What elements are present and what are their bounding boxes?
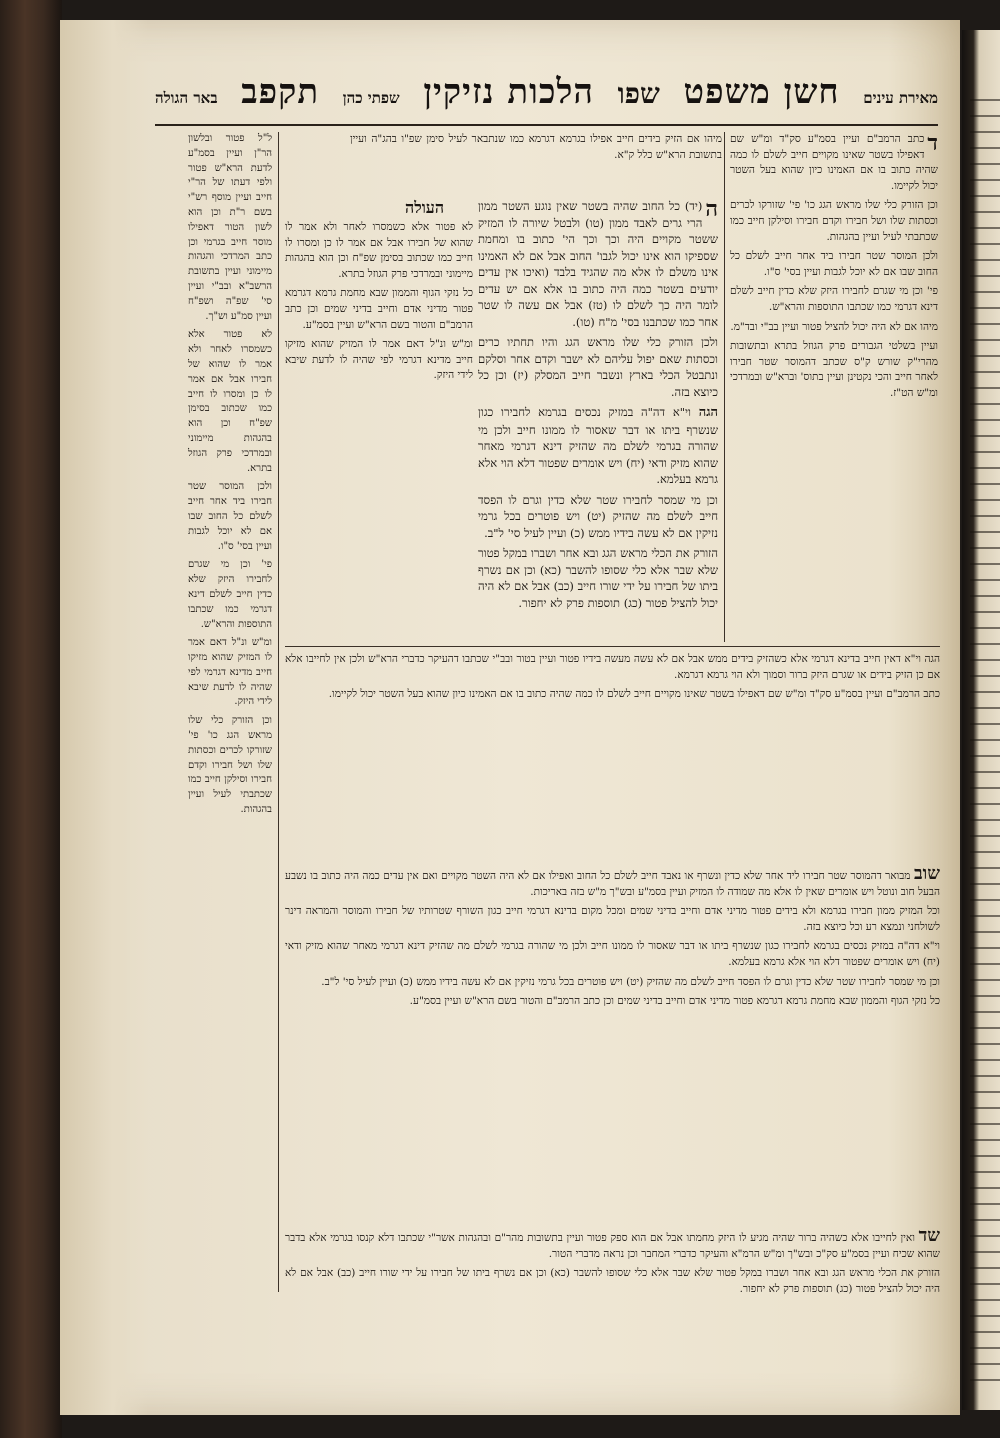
right-column-initial: ד xyxy=(927,132,938,156)
left-margin-text-3: ולכן המוסר שטר חבירו ביד אחר חייב לשלם כל החוב שבו אם לא יוכל לגבות ועיין בסי' ס"ו. xyxy=(188,481,272,552)
right-column-text-5: מיהו אם לא היה יכול להציל פטור ועיין בב"י ובד"מ. xyxy=(730,320,938,333)
main-paragraph-3: וי"א דה"ה במזיק נכסים בגרמא לחבירו כגון שנשרף ביתו או דבר שאסור לו ממונו חייב ולכן מי שהורה בגרמי לשלם מה שהזיק דינא דגרמי מאחר שהוא מזיק ודאי (יח) ויש אומרים שפטור דלא הוי אלא גרמא בעלמא. xyxy=(478,405,718,486)
bottom-text-block xyxy=(285,1228,940,1350)
shuv-label: שוב xyxy=(913,866,940,884)
right-column-text-6: ועיין בשלטי הגבורים פרק הגוזל בתרא ובתשובות מהרי"ק שורש ק"ס שכתב דהמוסר שטר חבירו לאחר חייב והכי נקטינן ועיין בתוס' וברא"ש ובמרדכי ומ"ש הט"ז. xyxy=(730,340,938,399)
lower-text-5: וכן מי שמסר לחבירו שטר שלא כדין וגרם לו הפסד חייב לשלם מה שהזיק (יט) ויש פוטרים בכל גרמי נזיקין אם לא עשה בידיו ממש (כ) ועיין לעיל סי' ל"ב. xyxy=(321,975,940,988)
book-title: חשן משפט xyxy=(683,72,840,112)
main-paragraph-2: ולכן הזורק כלי שלו מראש הגג והיו תחתיו כרים וכסתות שאם יפול עליהם לא ישבר וקדם אחר וסלקם ונתבטל הכלי בארץ ונשבר חייב המסלק (יז) וכן כל כיוצא בזה. xyxy=(478,335,718,399)
lower-text-1b: כתב הרמב"ם ועיין בסמ"ע סק"ד ומ"ש שם דאפילו בשטר שאינו מקויים חייב לשלם לו כמה שהיה כתוב בו אם האמינו כיון שהוא בעל השטר יכול לקיימו. xyxy=(328,688,940,701)
left-margin-text-4: פי' וכן מי שגרם לחבירו היזק שלא כדין חייב לשלם דינא דגרמי כמו שכתבו התוספות והרא"ש. xyxy=(188,559,272,630)
bottom-text-2: הזורק את הכלי מראש הגג ובא אחר ושברו במקל פטור שלא שבר אלא כלי שסופו להשבר (כא) וכן אם נשרף ביתו של חבירו על ידי שורו חייב (כב) אבל אם לא היה יכול להציל פטור (כג) תוספות פרק לא יחפור. xyxy=(285,1267,940,1295)
shach-text-1: לא פטור אלא כשמסרו לאחר ולא אמר לו שהוא של חבירו אבל אם אמר לו כן ומסרו לו חייב כמו שכתוב בסימן שפ"ח וכן הוא בהגהות מיימוני ובמרדכי פרק הגוזל בתרא. xyxy=(285,221,473,280)
left-margin-text: ל"ל פטור ובלשון הר"ן ועיין בסמ"ע לדעת הרא"ש פטור ולפי דעתו של הר"י חייב ועיין מוסף רש"י בשם ר"ת וכן הוא לשון הטור דאפילו מוסר חייב בגרמי וכן כתב המרדכי והגהות מיימוני ועיין בתשובת הרשב"א ובב"י ועיין סי' שפ"ה ושפ"ח ועיין סמ"ע וש"ך. xyxy=(188,133,272,322)
facing-page-edge xyxy=(962,30,1000,1410)
left-margin-text-5: ומ"ש ונ"ל דאם אמר לו המזיק שהוא מזיקו חייב מדינא דגרמי לפי שהיה לו לדעת שיבא לידי היזק. xyxy=(188,637,272,708)
siman-number: שפו xyxy=(617,77,660,110)
lower-block-rule xyxy=(285,646,940,647)
left-margin-text-2: לא פטור אלא כשמסרו לאחר ולא אמר לו שהוא של חבירו אבל אם אמר לו כן ומסרו לו חייב כמו שכתוב בסימן שפ"ח וכן הוא בהגהות מיימוני ובמרדכי פרק הגוזל בתרא. xyxy=(188,329,272,474)
right-column-text-1: כתב הרמב"ם ועיין בסמ"ע סק"ד ומ"ש שם דאפילו בשטר שאינו מקויים חייב לשלם לו כמה שהיה כתוב בו אם האמינו כיון שהוא בעל השטר יכול לקיימו. xyxy=(730,133,938,192)
section-title: הלכות נזיקין xyxy=(423,72,594,112)
header-rule xyxy=(155,124,938,126)
commentary-name: שפתי כהן xyxy=(342,89,400,107)
main-text-column xyxy=(478,198,718,638)
left-margin-label: באר הגולה xyxy=(155,89,218,107)
page-number: תקפב xyxy=(241,72,320,112)
lower-text-2: מבואר דהמוסר שטר חבירו ליד אחר שלא כדין ונשרף או נאבד חייב לשלם כל החוב ואפילו אם לא היה השטר מקויים ואם אין עדים כמה היה כתוב בו נשבע הבעל חוב ונוטל ויש אומרים שאין לו אלא מה שמודה לו המזיק ועיין בסמ"ע ובש"ך מ"ש בזה באריכות. xyxy=(285,870,940,898)
left-margin-column xyxy=(188,132,272,1292)
upper-middle-text: מיהו אם הזיק בידים חייב אפילו בגרמא דגרמא כמו שנתבאר לעיל סימן שפ"ו בהג"ה ועיין בתשובת הרא"ש כלל ק"א. xyxy=(350,133,722,161)
lower-text-1: הגה וי"א דאין חייב בדינא דגרמי אלא כשהזיק בידים ממש אבל אם לא עשה מעשה בידיו פטור ועיין בטור ובב"י שכתבו דהעיקר כדברי הרא"ש ולכן אין לחייבו אלא אם כן הזיק בידים או שגרם היזק ברור וסמוך ולא הוי גרמא דגרמא. xyxy=(285,653,940,681)
page-edge-shadow xyxy=(60,20,148,1415)
book-page xyxy=(60,20,960,1415)
book-binding xyxy=(0,0,62,1438)
lower-text-3: וכל המזיק ממון חבירו בגרמא ולא בידים פטור מדיני אדם וחייב בדיני שמים ומכל מקום בדינא דגרמי חייב כגון השורף שטרותיו של חבירו והמוסר והמראה דינר לשולחני ונמצא רע וכל כיוצא בזה. xyxy=(285,905,940,933)
right-column-text-3: ולכן המוסר שטר חבירו ביד אחר חייב לשלם כל החוב שבו אם לא יוכל לגבות ועיין בסי' ס"ו. xyxy=(730,250,938,278)
right-column-text-2: וכן הזורק כלי שלו מראש הגג כו' פי' שזורקו לכרים וכסתות שלו ושל חבירו וקדם חבירו וסילקן חייב כמו שכתבתי לעיל ועיין בהגהות. xyxy=(730,199,938,243)
bottom-text-1: ואין לחייבו אלא כשהיה ברור שהיה מגיע לו היזק מחמתו אבל אם הוא ספק פטור ועיין בתשובות מהר"ם ובהגהות אשר"י שכתבו דלא קנסו בגרמי אלא בדבר שהוא שכיח ועיין בסמ"ע סק"כ ובש"ך ומ"ש הרמ"א והעיקר כדברי המחבר וכן נראה מדברי הטור. xyxy=(285,1232,940,1260)
facing-page-text-fragment xyxy=(970,90,1000,1390)
left-margin-text-6: וכן הזורק כלי שלו מראש הגג כו' פי' שזורקו לכרים וכסתות שלו ושל חבירו וקדם חבירו וסילקן חייב כמו שכתבתי לעיל ועיין בהגהות. xyxy=(188,715,272,816)
bottom-label: שד xyxy=(918,1228,940,1246)
main-initial-letter: ה xyxy=(705,198,718,222)
column-divider xyxy=(724,132,725,642)
lower-text-6: כל נזקי הגוף והממון שבא מחמת גרמא דגרמא פטור מדיני אדם וחייב בדיני שמים וכן כתב הרמב"ם והטור בשם הרא"ש ועיין בסמ"ע. xyxy=(409,995,940,1008)
hagah-label: הגה xyxy=(698,405,718,420)
lower-text-block-2 xyxy=(285,866,940,1221)
shach-text-2: כל נזקי הגוף והממון שבא מחמת גרמא דגרמא פטור מדיני אדם וחייב בדיני שמים וכן כתב הרמב"ם והטור בשם הרא"ש ועיין בסמ"ע. xyxy=(285,287,473,331)
left-column-divider xyxy=(278,132,279,1292)
commentary-heading: העולה xyxy=(405,198,445,217)
upper-middle-commentary xyxy=(350,132,722,196)
lower-text-block xyxy=(285,652,940,862)
running-head xyxy=(155,72,938,122)
lower-text-4: וי"א דה"ה במזיק נכסים בגרמא לחבירו כגון שנשרף ביתו או דבר שאסור לו ממונו חייב ולכן מי שהורה בגרמי לשלם מה שהזיק דינא דגרמי מאחר שהוא מזיק ודאי (יח) ויש אומרים שפטור דלא הוי אלא גרמא בעלמא. xyxy=(285,940,940,968)
main-paragraph-1: (יד) כל החוב שהיה בשטר שאין נוגע השטר ממון הרי גרים לאבד ממון (טו) ולבטל שיורה לו המזיק ששטר מקויים היה וכך וכך הי' כתוב בו ומחמת שספיקו הוא אינו יכול לגבו' החוב אבל אם לא האמינו אינו משלם לו אלא מה שהגיד בלבד (ואיכו אין עדים יודעים בשטר כמה היה כתוב בו אלא אם יש עדים לומר היה כך לשלם לו (טז) אבל אם עשה לו שטר אחר כמו שכתבנו בסי' מ"ח (טו). xyxy=(478,199,718,329)
right-commentary-column xyxy=(730,132,938,640)
shach-column xyxy=(285,220,473,640)
right-margin-label: מאירת עינים xyxy=(863,89,938,107)
right-column-text-4: פי' וכן מי שגרם לחבירו היזק שלא כדין חייב לשלם דינא דגרמי כמו שכתבו התוספות והרא"ש. xyxy=(730,285,938,313)
shach-text-3: ומ"ש ונ"ל דאם אמר לו המזיק שהוא מזיקו חייב מדינא דגרמי לפי שהיה לו לדעת שיבא לידי היזק. xyxy=(285,338,473,382)
main-paragraph-5: הזורק את הכלי מראש הגג ובא אחר ושברו במקל פטור שלא שבר אלא כלי שסופו להשבר (כא) וכן אם נשרף ביתו של חבירו על ידי שורו חייב (כב) אבל אם לא היה יכול להציל פטור (כג) תוספות פרק לא יחפור. xyxy=(478,546,718,610)
main-paragraph-4: וכן מי שמסר לחבירו שטר שלא כדין וגרם לו הפסד חייב לשלם מה שהזיק (יט) ויש פוטרים בכל גרמי נזיקין אם לא עשה בידיו ממש (כ) ועיין לעיל סי' ל"ב. xyxy=(478,492,718,540)
